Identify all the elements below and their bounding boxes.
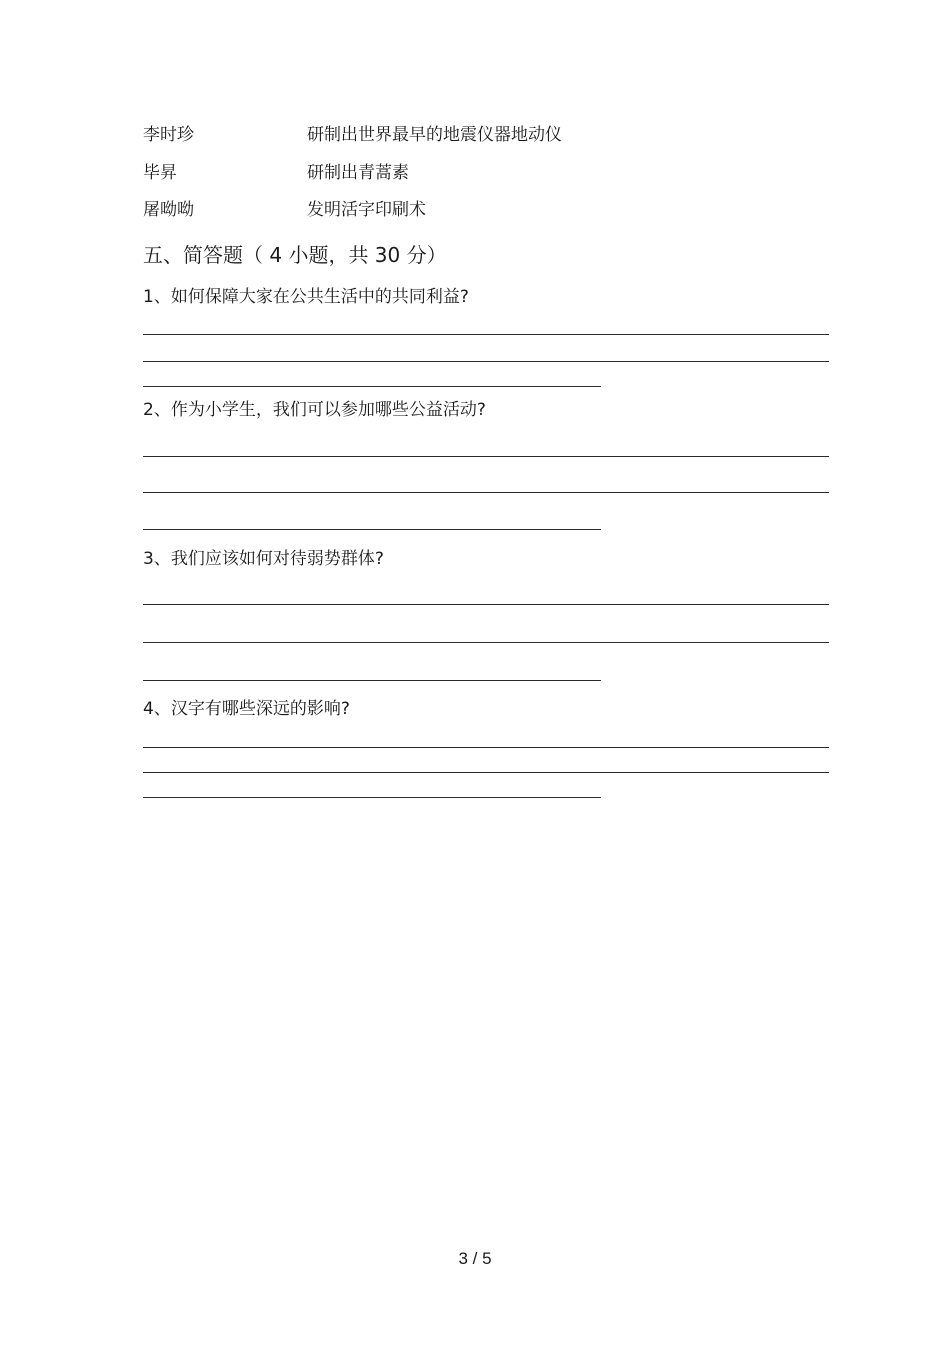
answer-line	[143, 747, 829, 748]
question-4: 4、汉字有哪些深远的影响?	[143, 699, 350, 719]
answer-line	[143, 456, 829, 457]
answer-line	[143, 680, 601, 681]
answer-line	[143, 772, 829, 773]
answer-line	[143, 529, 601, 530]
question-3: 3、我们应该如何对待弱势群体?	[143, 549, 384, 569]
matching-item-3: 发明活字印刷术	[307, 200, 426, 220]
question-1: 1、如何保障大家在公共生活中的共同利益?	[143, 287, 469, 307]
answer-line	[143, 334, 829, 335]
answer-line	[143, 797, 601, 798]
question-2: 2、作为小学生，我们可以参加哪些公益活动?	[143, 400, 486, 420]
answer-line	[143, 492, 829, 493]
page-number: 3 / 5	[458, 1249, 492, 1268]
matching-item-1: 研制出世界最早的地震仪器地动仪	[307, 125, 562, 145]
section-heading: 五、简答题（ 4 小题，共 30 分）	[143, 243, 447, 267]
matching-name-2: 毕昇	[143, 163, 177, 183]
matching-name-3: 屠呦呦	[143, 200, 194, 220]
answer-line	[143, 386, 601, 387]
matching-name-1: 李时珍	[143, 125, 194, 145]
answer-line	[143, 604, 829, 605]
answer-line	[143, 361, 829, 362]
matching-item-2: 研制出青蒿素	[307, 163, 409, 183]
answer-line	[143, 642, 829, 643]
